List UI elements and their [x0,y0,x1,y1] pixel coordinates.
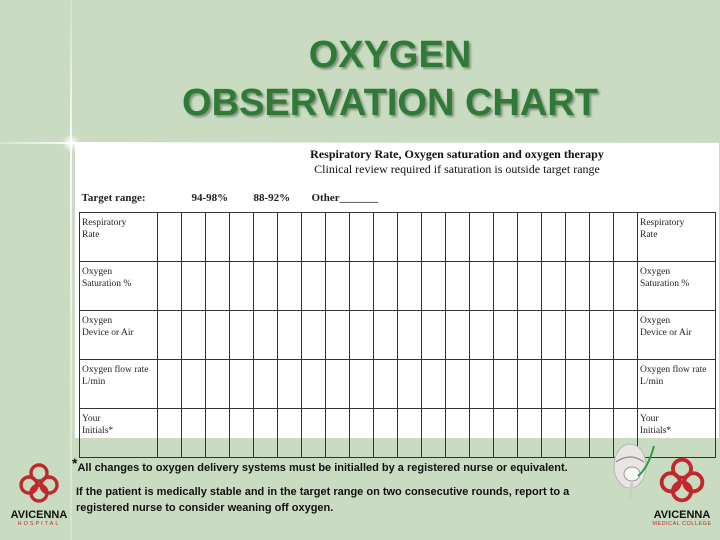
observation-cell[interactable] [566,409,590,458]
parameter-label-line1: Your [640,414,659,424]
slide-title-line2: OBSERVATION CHART [182,82,598,124]
parameter-label-left [80,262,158,311]
parameter-label-line1: Your [82,414,101,424]
observation-cell[interactable] [374,409,398,458]
parameter-label-line1: Oxygen [82,316,113,326]
footnote-text: All changes to oxygen delivery systems must be initialled by a registered nurse or equivalent. [77,462,568,474]
parameter-label-line1: Oxygen flow rate [82,365,149,375]
logo-right-name: AVICENNA [653,509,711,521]
observation-cell[interactable] [542,360,566,409]
parameter-label-line1: Oxygen [640,316,671,326]
observation-cell[interactable] [230,360,254,409]
chart-heading [75,147,719,177]
observation-cell[interactable] [398,311,422,360]
avicenna-college-logo [648,456,716,528]
observation-cell[interactable] [254,409,278,458]
avicenna-emblem-icon [656,456,708,504]
parameter-label-right [638,311,716,360]
parameter-label-line2: Device or Air [82,328,134,338]
logo-left-name: AVICENNA [10,509,68,521]
observation-cell[interactable] [422,409,446,458]
observation-cell[interactable] [206,409,230,458]
observation-cell[interactable] [470,213,494,262]
observation-cell[interactable] [422,262,446,311]
observation-cell[interactable] [422,360,446,409]
parameter-row [80,311,716,360]
parameter-label-line2: Initials* [82,426,114,436]
parameter-row [80,213,716,262]
parameter-label-right [638,360,716,409]
observation-cell[interactable] [446,360,470,409]
slide-title-line1: OXYGEN [308,34,472,76]
observation-cell[interactable] [542,311,566,360]
observation-cell[interactable] [518,262,542,311]
observation-cell[interactable] [182,409,206,458]
observation-cell[interactable] [374,360,398,409]
observation-cell[interactable] [182,360,206,409]
footnote [72,455,568,474]
observation-cell[interactable] [614,213,638,262]
parameter-label-line2: Rate [82,230,100,240]
observation-cell[interactable] [302,213,326,262]
observation-cell[interactable] [206,213,230,262]
observation-cell[interactable] [398,262,422,311]
parameter-label-line2: L/min [640,377,664,387]
observation-cell[interactable] [446,213,470,262]
observation-cell[interactable] [542,213,566,262]
parameter-label-line2: Saturation % [640,279,690,289]
observation-cell[interactable] [254,262,278,311]
observation-cell[interactable] [470,311,494,360]
observation-cell[interactable] [326,311,350,360]
observation-cell[interactable] [158,262,182,311]
observation-chart [75,143,719,438]
observation-cell[interactable] [590,311,614,360]
observation-cell[interactable] [206,311,230,360]
observation-cell[interactable] [494,360,518,409]
observation-cell[interactable] [422,311,446,360]
observation-cell[interactable] [614,311,638,360]
observation-cell[interactable] [302,360,326,409]
parameter-label-line1: Respiratory [640,218,685,228]
parameter-label-line2: Saturation % [82,279,132,289]
footnote-asterisk: * [72,455,78,471]
observation-cell[interactable] [542,409,566,458]
observation-cell[interactable] [350,311,374,360]
observation-cell[interactable] [398,213,422,262]
parameter-label-line1: Oxygen [640,267,671,277]
observation-cell[interactable] [566,311,590,360]
observation-cell[interactable] [206,360,230,409]
observation-cell[interactable] [350,213,374,262]
observation-cell[interactable] [230,409,254,458]
observation-cell[interactable] [566,213,590,262]
parameter-label-right [638,213,716,262]
observation-cell[interactable] [326,262,350,311]
observation-cell[interactable] [614,360,638,409]
observation-cell[interactable] [470,360,494,409]
parameter-label-line1: Oxygen flow rate [640,365,707,375]
parameter-label-line1: Respiratory [82,218,127,228]
observation-cell[interactable] [518,311,542,360]
observation-cell[interactable] [182,262,206,311]
observation-cell[interactable] [374,311,398,360]
observation-cell[interactable] [230,311,254,360]
chart-heading-subtitle: Clinical review required if saturation is outside target range [314,162,600,176]
observation-cell[interactable] [158,360,182,409]
observation-cell[interactable] [590,262,614,311]
observation-cell[interactable] [542,262,566,311]
observation-cell[interactable] [182,213,206,262]
observation-cell[interactable] [398,360,422,409]
parameter-label-left [80,311,158,360]
observation-cell[interactable] [494,262,518,311]
observation-cell[interactable] [614,262,638,311]
observation-cell[interactable] [326,360,350,409]
observation-cell[interactable] [470,409,494,458]
target-range-row [80,186,716,213]
parameter-label-line1: Oxygen [82,267,113,277]
observation-cell[interactable] [302,311,326,360]
parameter-row [80,360,716,409]
observation-cell[interactable] [206,262,230,311]
parameter-label-line2: Initials* [640,426,672,436]
parameter-label-line2: Device or Air [640,328,692,338]
parameter-label-left [80,213,158,262]
observation-cell[interactable] [182,311,206,360]
observation-cell[interactable] [302,262,326,311]
observation-cell[interactable] [470,262,494,311]
observation-cell[interactable] [278,409,302,458]
observation-cell[interactable] [446,262,470,311]
parameter-label-left [80,360,158,409]
observation-cell[interactable] [158,311,182,360]
observation-cell[interactable] [590,213,614,262]
observation-cell[interactable] [446,409,470,458]
parameter-label-line2: L/min [82,377,106,387]
avicenna-emblem-icon [16,462,62,504]
observation-cell[interactable] [254,311,278,360]
observation-cell[interactable] [398,409,422,458]
parameter-label-right [638,262,716,311]
observation-cell[interactable] [518,360,542,409]
observation-cell[interactable] [326,213,350,262]
observation-cell[interactable] [566,262,590,311]
observation-grid [79,186,716,458]
avicenna-hospital-logo [8,462,70,528]
observation-cell[interactable] [302,409,326,458]
observation-cell[interactable] [230,262,254,311]
parameter-row [80,262,716,311]
parameter-label-left [80,409,158,458]
target-option-94-98[interactable]: 94-98% [191,192,229,204]
observation-cell[interactable] [158,213,182,262]
observation-cell[interactable] [254,213,278,262]
observation-cell[interactable] [278,360,302,409]
observation-cell[interactable] [278,262,302,311]
observation-cell[interactable] [230,213,254,262]
observation-cell[interactable] [518,409,542,458]
observation-cell[interactable] [374,213,398,262]
observation-cell[interactable] [422,213,446,262]
observation-cell[interactable] [446,311,470,360]
observation-cell[interactable] [590,360,614,409]
observation-cell[interactable] [350,262,374,311]
observation-cell[interactable] [278,213,302,262]
chart-heading-title: Respiratory Rate, Oxygen saturation and oxygen therapy [310,147,604,161]
observation-cell[interactable] [494,213,518,262]
observation-cell[interactable] [566,360,590,409]
logo-right-sub: MEDICAL COLLEGE [652,521,712,527]
logo-left-sub: HOSPITAL [17,521,61,527]
observation-cell[interactable] [494,409,518,458]
weaning-note: If the patient is medically stable and in the target range on two consecutive rounds, report to a registered nurse to consider weaning off oxygen. [76,486,570,514]
parameter-label-line2: Rate [640,230,658,240]
observation-cell[interactable] [326,409,350,458]
observation-cell[interactable] [350,409,374,458]
observation-cell[interactable] [518,213,542,262]
target-option-other[interactable]: Other_______ [311,192,379,204]
target-range-label: Target range: [81,192,146,204]
observation-cell[interactable] [158,409,182,458]
observation-cell[interactable] [350,360,374,409]
observation-cell[interactable] [278,311,302,360]
target-option-88-92[interactable]: 88-92% [253,192,291,204]
observation-cell[interactable] [494,311,518,360]
target-range-cell [80,186,716,213]
observation-cell[interactable] [374,262,398,311]
observation-cell[interactable] [254,360,278,409]
